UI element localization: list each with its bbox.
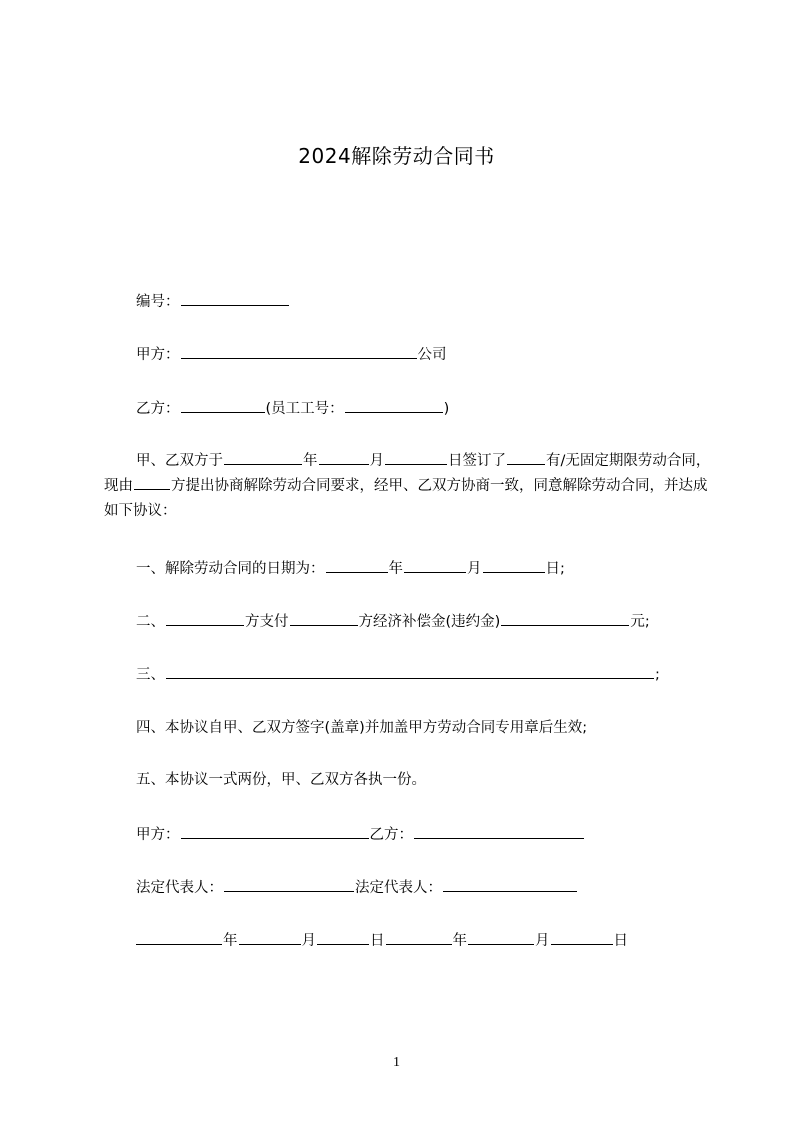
clause-2: [136, 611, 650, 632]
intro-text-5: 有/无固定期限劳动合同，现由: [104, 453, 711, 494]
intro-day: 日签订了: [448, 453, 506, 469]
party-b-year-blank[interactable]: [386, 930, 452, 945]
sign-year-blank[interactable]: [224, 450, 302, 465]
clause-4: 四、本协议自甲、乙双方签字(盖章)并加盖甲方劳动合同专用章后生效;: [136, 720, 588, 736]
signature-dates-line: [136, 930, 628, 951]
party-a-label: 甲方：: [136, 347, 180, 363]
sign-month-blank[interactable]: [319, 450, 369, 465]
compensation-amount-blank[interactable]: [501, 611, 629, 626]
clause-3-end: ;: [655, 667, 660, 683]
clause-3: [136, 664, 660, 685]
clause-2-pay: 方支付: [245, 614, 289, 630]
party-a-year: 年: [223, 933, 238, 949]
party-a-year-blank[interactable]: [136, 930, 222, 945]
party-a-day-blank[interactable]: [317, 930, 369, 945]
document-title: 2024解除劳动合同书: [298, 144, 495, 168]
contract-number-line: [136, 291, 290, 312]
intro-text-6: 方提出协商解除劳动合同要求，经甲、乙双方协商一致，同意解除劳动合同，并达成如下协议：: [104, 478, 708, 519]
intro-text-1: 甲、乙双方于: [136, 453, 223, 469]
clause-1-prefix: 一、解除劳动合同的日期为：: [136, 561, 325, 577]
page-number: 1: [393, 1055, 400, 1070]
party-b-month: 月: [535, 933, 550, 949]
clause-2-compensation: 方经济补偿金(违约金): [358, 614, 501, 630]
rep-a-blank[interactable]: [224, 877, 354, 892]
legal-representative-line: [136, 877, 578, 898]
employee-id-close: ): [443, 401, 450, 417]
rep-a-label: 法定代表人：: [136, 880, 223, 896]
party-b-day-blank[interactable]: [551, 930, 613, 945]
rep-b-label: 法定代表人：: [355, 880, 442, 896]
party-a-line: [136, 344, 447, 365]
clause-1: [136, 558, 565, 579]
termination-month-blank[interactable]: [404, 558, 466, 573]
clause-1-month: 月: [467, 561, 482, 577]
clause-2-prefix: 二、: [136, 614, 165, 630]
signature-party-b-blank[interactable]: [414, 824, 584, 839]
signature-party-a-blank[interactable]: [181, 824, 369, 839]
rep-b-blank[interactable]: [443, 877, 577, 892]
employee-id-blank[interactable]: [345, 398, 443, 413]
intro-month: 月: [369, 453, 384, 469]
party-b-line: [136, 398, 449, 419]
clause-3-prefix: 三、: [136, 667, 165, 683]
clause-2-unit: 元;: [630, 614, 650, 630]
party-a-day: 日: [370, 933, 385, 949]
proposing-party-blank[interactable]: [134, 475, 170, 490]
party-b-name-blank[interactable]: [181, 398, 265, 413]
intro-paragraph: [104, 449, 716, 524]
clause-5: 五、本协议一式两份，甲、乙双方各执一份。: [136, 772, 426, 788]
signature-party-a-label: 甲方：: [136, 827, 180, 843]
clause-1-day: 日;: [545, 561, 565, 577]
employee-id-open: (员工工号：: [265, 401, 344, 417]
contract-number-blank[interactable]: [181, 291, 289, 306]
paying-party-blank[interactable]: [166, 611, 244, 626]
party-a-month-blank[interactable]: [239, 930, 301, 945]
party-a-suffix: 公司: [417, 347, 447, 363]
intro-year: 年: [303, 453, 318, 469]
contract-number-label: 编号：: [136, 294, 180, 310]
clause-1-year: 年: [388, 561, 403, 577]
termination-day-blank[interactable]: [483, 558, 545, 573]
party-a-name-blank[interactable]: [181, 344, 417, 359]
party-b-day: 日: [613, 933, 628, 949]
contract-type-blank[interactable]: [507, 450, 545, 465]
party-b-month-blank[interactable]: [468, 930, 534, 945]
sign-day-blank[interactable]: [385, 450, 447, 465]
party-a-month: 月: [301, 933, 316, 949]
clause-3-blank[interactable]: [166, 664, 654, 679]
signature-party-b-label: 乙方：: [369, 827, 413, 843]
termination-year-blank[interactable]: [326, 558, 388, 573]
signature-parties-line: [136, 824, 585, 845]
party-b-label: 乙方：: [136, 401, 180, 417]
receiving-party-blank[interactable]: [290, 611, 358, 626]
party-b-year: 年: [452, 933, 467, 949]
